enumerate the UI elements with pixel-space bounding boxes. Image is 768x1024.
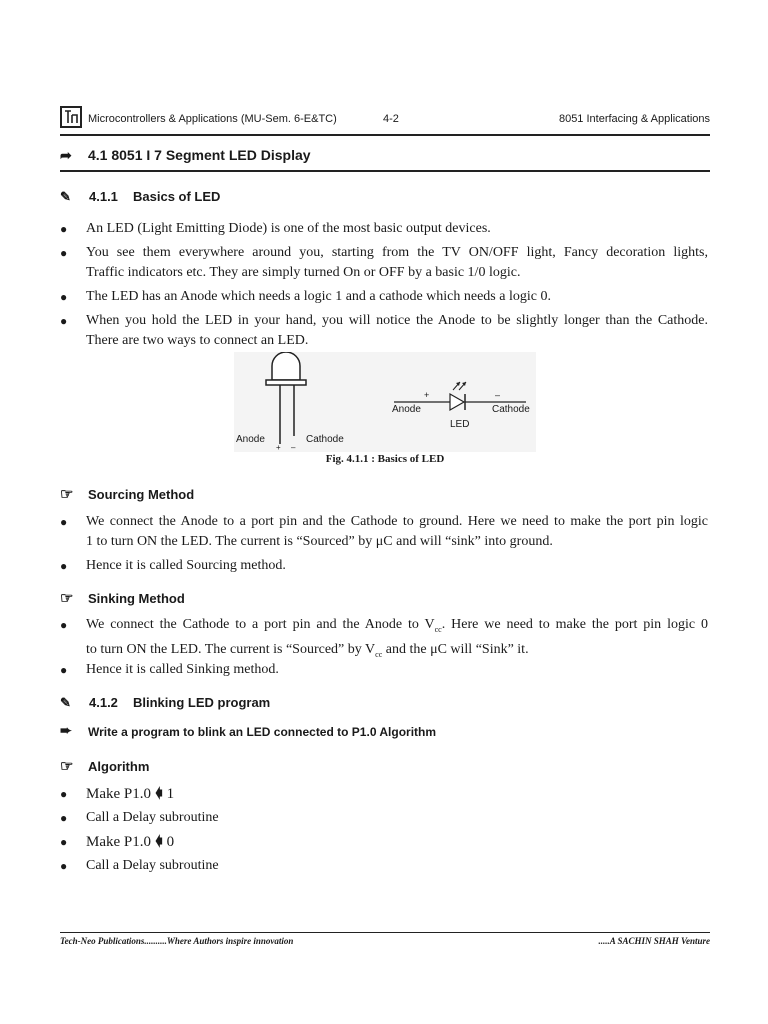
footer-venture: .....A SACHIN SHAH Venture [598,936,710,946]
text-run: and the μC will “Sink” it. [382,641,529,657]
fig-left-plus: + [276,443,281,452]
sourcing-heading [60,487,360,505]
led-diagram [234,352,536,452]
publisher-logo-icon [60,106,82,128]
bullet-icon: ● [60,835,68,849]
subsection-heading-4-1-1 [60,189,360,207]
bullet-icon: ● [60,663,68,677]
list-item [60,660,710,680]
fig-right-anode-label: Anode [392,404,421,415]
footer-publisher: Tech-Neo Publications..........Where Authors inspire innovation [60,936,294,946]
sinking-heading-label: Sinking Method [88,591,185,606]
algorithm-heading [60,759,360,777]
text-run: We connect the Cathode to a port pin and the Anode to V [86,617,435,632]
list-item-text: When you hold the LED in your hand, you will notice the Anode to be slightly longer than the Cathode. [86,313,708,328]
list-item [60,556,710,576]
footer-rule [60,932,710,933]
list-item-text: You see them everywhere around you, starting from the TV ON/OFF light, Fancy decoration lights, [86,245,708,260]
task-statement [60,722,710,743]
list-item [60,512,710,552]
list-item [60,243,710,283]
algorithm-heading-label: Algorithm [88,759,150,774]
list-item-text: Hence it is called Sourcing method. [86,558,286,573]
algorithm-step: Call a Delay subroutine [86,810,219,825]
fig-led-label: LED [450,419,470,430]
bullet-icon: ● [60,787,68,801]
list-item-text [86,615,708,640]
section-heading [60,144,710,172]
subscript: cc [434,624,442,634]
fig-right-plus: + [424,390,430,400]
led-body-icon [272,352,300,380]
pencil-icon: ✎ [60,695,71,710]
text-run: . Here we need to make the port pin logic 0 [441,617,708,632]
algorithm-step: Make P1.0 🡀 0 [86,834,175,850]
fig-left-cathode-label: Cathode [306,434,344,445]
subsection-number: 4.1.2 [89,695,118,710]
bullet-icon: ● [60,246,68,260]
diode-triangle-icon [450,394,464,410]
figure-caption: Fig. 4.1.1 : Basics of LED [325,453,445,465]
section-title: 4.1 8051 I 7 Segment LED Display [88,147,311,163]
list-item-text: An LED (Light Emitting Diode) is one of the most basic output devices. [86,221,491,236]
list-item-text: Hence it is called Sinking method. [86,662,279,677]
running-header [60,106,710,132]
list-item-text: We connect the Anode to a port pin and the Cathode to ground. Here we need to make the port pin logic [86,514,708,529]
list-item-text: There are two ways to connect an LED. [86,333,309,348]
list-item-text: Traffic indicators etc. They are simply turned On or OFF by a basic 1/0 logic. [86,265,521,280]
curved-arrow-icon: ➦ [60,147,72,163]
subsection-title: Blinking LED program [133,695,271,710]
list-item [60,219,710,239]
list-item [60,832,710,852]
bullet-icon: ● [60,314,68,328]
fig-right-minus: – [495,390,501,400]
list-item [60,784,710,804]
list-item [60,287,710,307]
bullet-icon: ● [60,222,68,236]
subsection-title: Basics of LED [133,189,221,204]
algorithm-step: Call a Delay subroutine [86,858,219,873]
list-item [60,311,710,351]
bullet-icon: ● [60,290,68,304]
header-page-number: 4-2 [383,113,399,125]
bullet-icon: ● [60,811,68,825]
text-run: to turn ON the LED. The current is “Sourced” by V [86,641,376,657]
sourcing-heading-label: Sourcing Method [88,487,195,502]
sinking-heading [60,591,360,609]
led-figure [234,352,536,452]
list-item [60,856,710,876]
list-item [60,808,710,828]
fig-left-anode-label: Anode [236,434,265,445]
bullet-icon: ● [60,559,68,573]
header-book-title: Microcontrollers & Applications (MU-Sem. 6-E&TC) [88,113,337,125]
list-item-text: 1 to turn ON the LED. The current is “Sourced” by μC and will “sink” into ground. [86,534,553,549]
list-item [60,615,710,659]
bullet-icon: ● [60,618,68,632]
pointing-hand-icon: ☞ [60,590,74,607]
header-rule [60,134,710,136]
bullet-icon: ● [60,859,68,873]
fig-right-cathode-label: Cathode [492,404,530,415]
arrow-bullet-icon: ➨ [60,722,72,738]
list-item-text: The LED has an Anode which needs a logic 1 and a cathode which needs a logic 0. [86,289,551,304]
subsection-number: 4.1.1 [89,189,118,204]
fig-left-minus: – [291,443,296,452]
section-rule [60,170,710,172]
pointing-hand-icon: ☞ [60,486,74,503]
algorithm-step: Make P1.0 🡀 1 [86,786,175,802]
led-rim [266,380,306,385]
task-text: Write a program to blink an LED connected to P1.0 Algorithm [88,725,437,739]
pencil-icon: ✎ [60,189,71,204]
pointing-hand-icon: ☞ [60,758,74,775]
subsection-heading-4-1-2 [60,695,460,713]
header-chapter-title: 8051 Interfacing & Applications [558,113,710,125]
bullet-icon: ● [60,515,68,529]
subscript: cc [375,649,383,659]
